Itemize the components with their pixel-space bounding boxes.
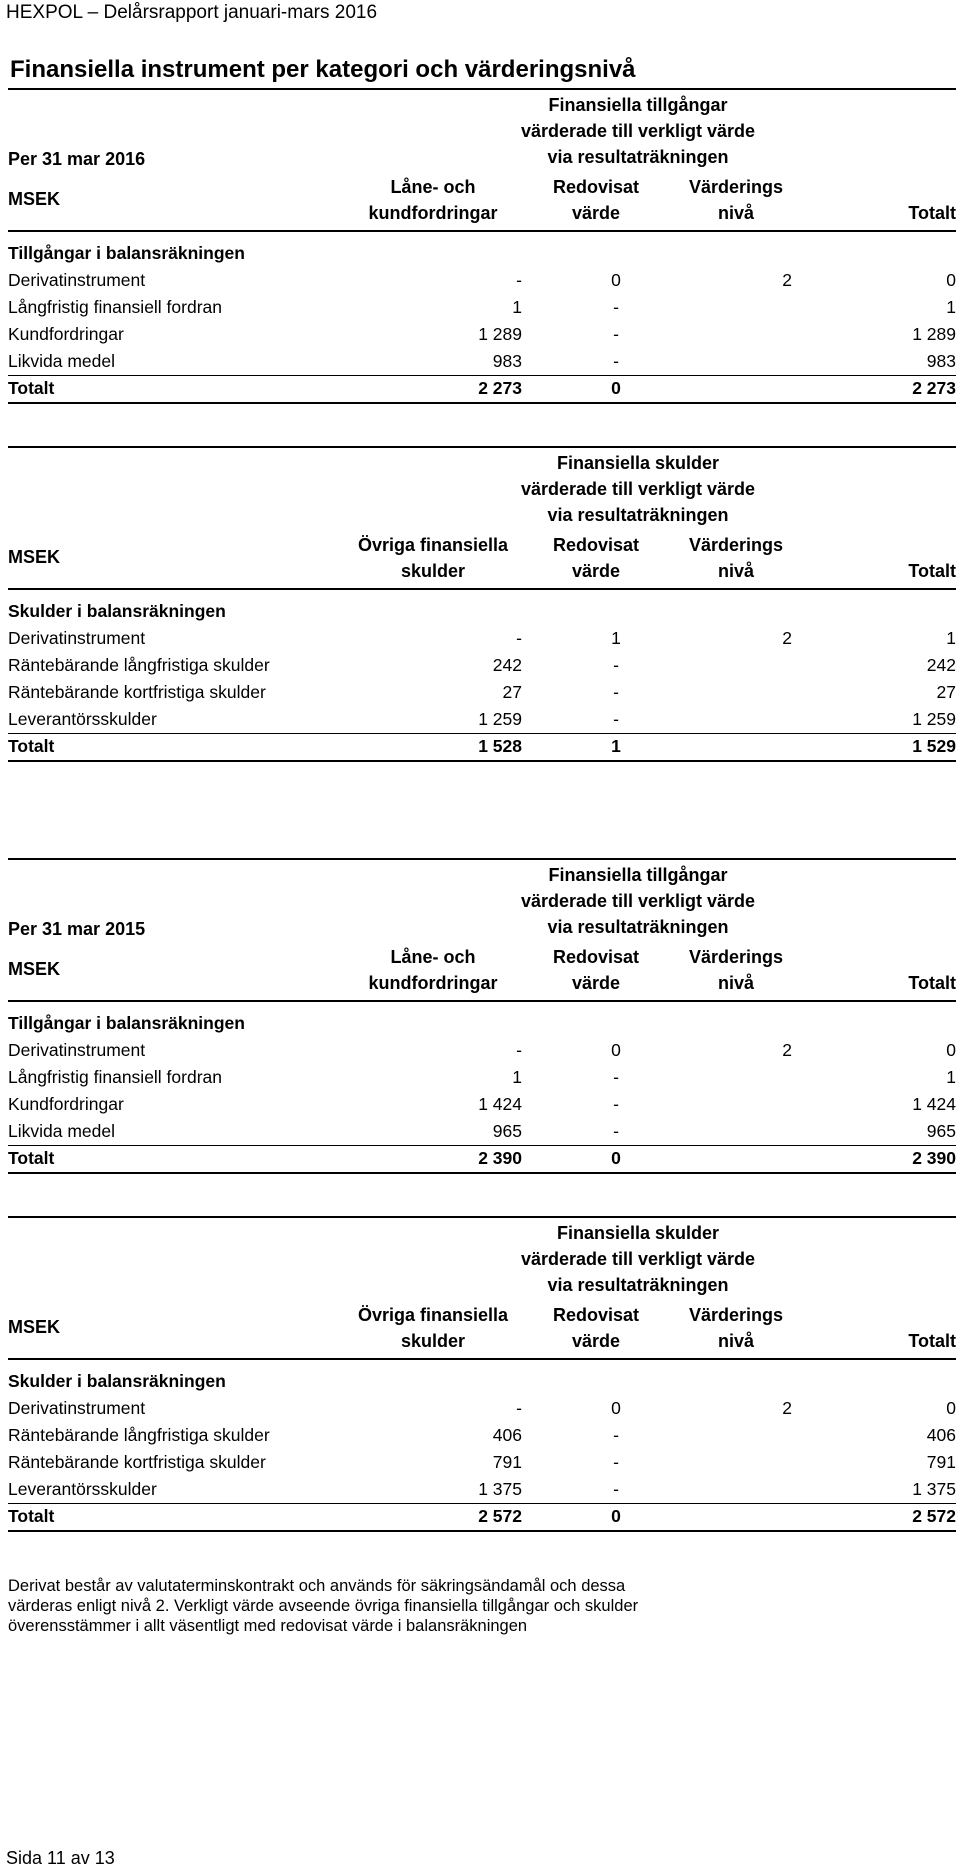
group-header-line1: Finansiella skulder (556, 453, 720, 473)
col4-header: Totalt (908, 561, 956, 581)
col2-header-line2: värde (571, 203, 621, 223)
table-row: Derivatinstrument - 1 2 1 (8, 628, 956, 648)
table-row: Räntebärande kortfristiga skulder 791 - 791 (8, 1452, 956, 1472)
col1-header-line2: skulder (400, 1331, 466, 1351)
total-row: Totalt 2 390 0 2 390 (8, 1145, 956, 1172)
divider (8, 446, 956, 448)
col2-header-line2: värde (571, 973, 621, 993)
group-header-line3: via resultaträkningen (547, 1275, 729, 1295)
table-row: Derivatinstrument - 0 2 0 (8, 1398, 956, 1418)
col3-header-line2: nivå (717, 203, 755, 223)
divider (8, 1358, 956, 1360)
footnote (8, 1576, 948, 1636)
section-heading: Tillgångar i balansräkningen (8, 1013, 245, 1033)
group-header-line3: via resultaträkningen (547, 505, 729, 525)
divider (8, 858, 956, 860)
table-row: Leverantörsskulder 1 259 - 1 259 (8, 709, 956, 729)
divider (8, 1000, 956, 1002)
table-row: Räntebärande långfristiga skulder 406 - 406 (8, 1425, 956, 1445)
section-heading: Tillgångar i balansräkningen (8, 243, 245, 263)
section-heading: Skulder i balansräkningen (8, 1371, 226, 1391)
col1-header-line1: Övriga finansiella (357, 1305, 509, 1325)
table-row: Räntebärande långfristiga skulder 242 - 242 (8, 655, 956, 675)
group-header-line1: Finansiella tillgångar (548, 95, 728, 115)
footnote-line: Derivat består av valutaterminskontrakt och används för säkringsändamål och dessa (8, 1577, 626, 1595)
col2-header-line1: Redovisat (552, 535, 640, 555)
table-row: Derivatinstrument - 0 2 0 (8, 270, 956, 290)
col3-header-line2: nivå (717, 1331, 755, 1351)
col1-header-line1: Övriga finansiella (357, 535, 509, 555)
period-label: Per 31 mar 2015 (8, 919, 146, 939)
assets-table-2015 (8, 858, 956, 1172)
table-header (8, 88, 956, 238)
divider (8, 588, 956, 590)
group-header-line1: Finansiella tillgångar (548, 865, 728, 885)
table-row: Likvida medel 965 - 965 (8, 1121, 956, 1141)
col2-header-line1: Redovisat (552, 947, 640, 967)
group-header-line1: Finansiella skulder (556, 1223, 720, 1243)
col3-header-line1: Värderings (688, 177, 784, 197)
col2-header-line2: värde (571, 561, 621, 581)
period-label: Per 31 mar 2016 (8, 149, 146, 169)
group-header-line3: via resultaträkningen (547, 917, 729, 937)
col1-header-line1: Låne- och (390, 947, 476, 967)
col4-header: Totalt (908, 203, 956, 223)
unit-label: MSEK (8, 189, 61, 209)
assets-table-2016 (8, 88, 956, 402)
unit-label: MSEK (8, 547, 61, 567)
col3-header-line2: nivå (717, 973, 755, 993)
table-row: Långfristig finansiell fordran 1 - 1 (8, 297, 956, 317)
table-header (8, 858, 956, 1008)
col1-header-line2: skulder (400, 561, 466, 581)
group-header-line2: värderade till verkligt värde (520, 1249, 756, 1269)
table-row: Räntebärande kortfristiga skulder 27 - 27 (8, 682, 956, 702)
liabilities-table-2015 (8, 1216, 956, 1530)
table-row: Leverantörsskulder 1 375 - 1 375 (8, 1479, 956, 1499)
col3-header-line1: Värderings (688, 947, 784, 967)
unit-label: MSEK (8, 1317, 61, 1337)
divider (8, 230, 956, 232)
report-header: HEXPOL – Delårsrapport januari-mars 2016 (6, 2, 378, 23)
col1-header-line2: kundfordringar (368, 973, 498, 993)
col3-header-line2: nivå (717, 561, 755, 581)
table-row: Kundfordringar 1 424 - 1 424 (8, 1094, 956, 1114)
total-row: Totalt 2 572 0 2 572 (8, 1503, 956, 1530)
col2-header-line2: värde (571, 1331, 621, 1351)
group-header-line2: värderade till verkligt värde (520, 479, 756, 499)
table-header (8, 1216, 956, 1366)
section-heading: Skulder i balansräkningen (8, 601, 226, 621)
col1-header-line2: kundfordringar (368, 203, 498, 223)
divider (8, 1216, 956, 1218)
col2-header-line1: Redovisat (552, 177, 640, 197)
table-row: Likvida medel 983 - 983 (8, 351, 956, 371)
total-row: Totalt 1 528 1 1 529 (8, 733, 956, 760)
table-header (8, 446, 956, 596)
col3-header-line1: Värderings (688, 535, 784, 555)
group-header-line3: via resultaträkningen (547, 147, 729, 167)
page-number: Sida 11 av 13 (6, 1848, 115, 1868)
table-row: Kundfordringar 1 289 - 1 289 (8, 324, 956, 344)
liabilities-table-2016 (8, 446, 956, 760)
col4-header: Totalt (908, 1331, 956, 1351)
col2-header-line1: Redovisat (552, 1305, 640, 1325)
group-header-line2: värderade till verkligt värde (520, 121, 756, 141)
total-row: Totalt 2 273 0 2 273 (8, 375, 956, 402)
group-header-line2: värderade till verkligt värde (520, 891, 756, 911)
unit-label: MSEK (8, 959, 61, 979)
table-row: Derivatinstrument - 0 2 0 (8, 1040, 956, 1060)
footnote-line: överensstämmer i allt väsentligt med redovisat värde i balansräkningen (8, 1617, 528, 1635)
col1-header-line1: Låne- och (390, 177, 476, 197)
page-title: Finansiella instrument per kategori och värderingsnivå (10, 56, 636, 83)
col3-header-line1: Värderings (688, 1305, 784, 1325)
divider (8, 88, 956, 90)
table-row: Långfristig finansiell fordran 1 - 1 (8, 1067, 956, 1087)
footnote-line: värderas enligt nivå 2. Verkligt värde avseende övriga finansiella tillgångar och skulder (8, 1597, 639, 1615)
col4-header: Totalt (908, 973, 956, 993)
